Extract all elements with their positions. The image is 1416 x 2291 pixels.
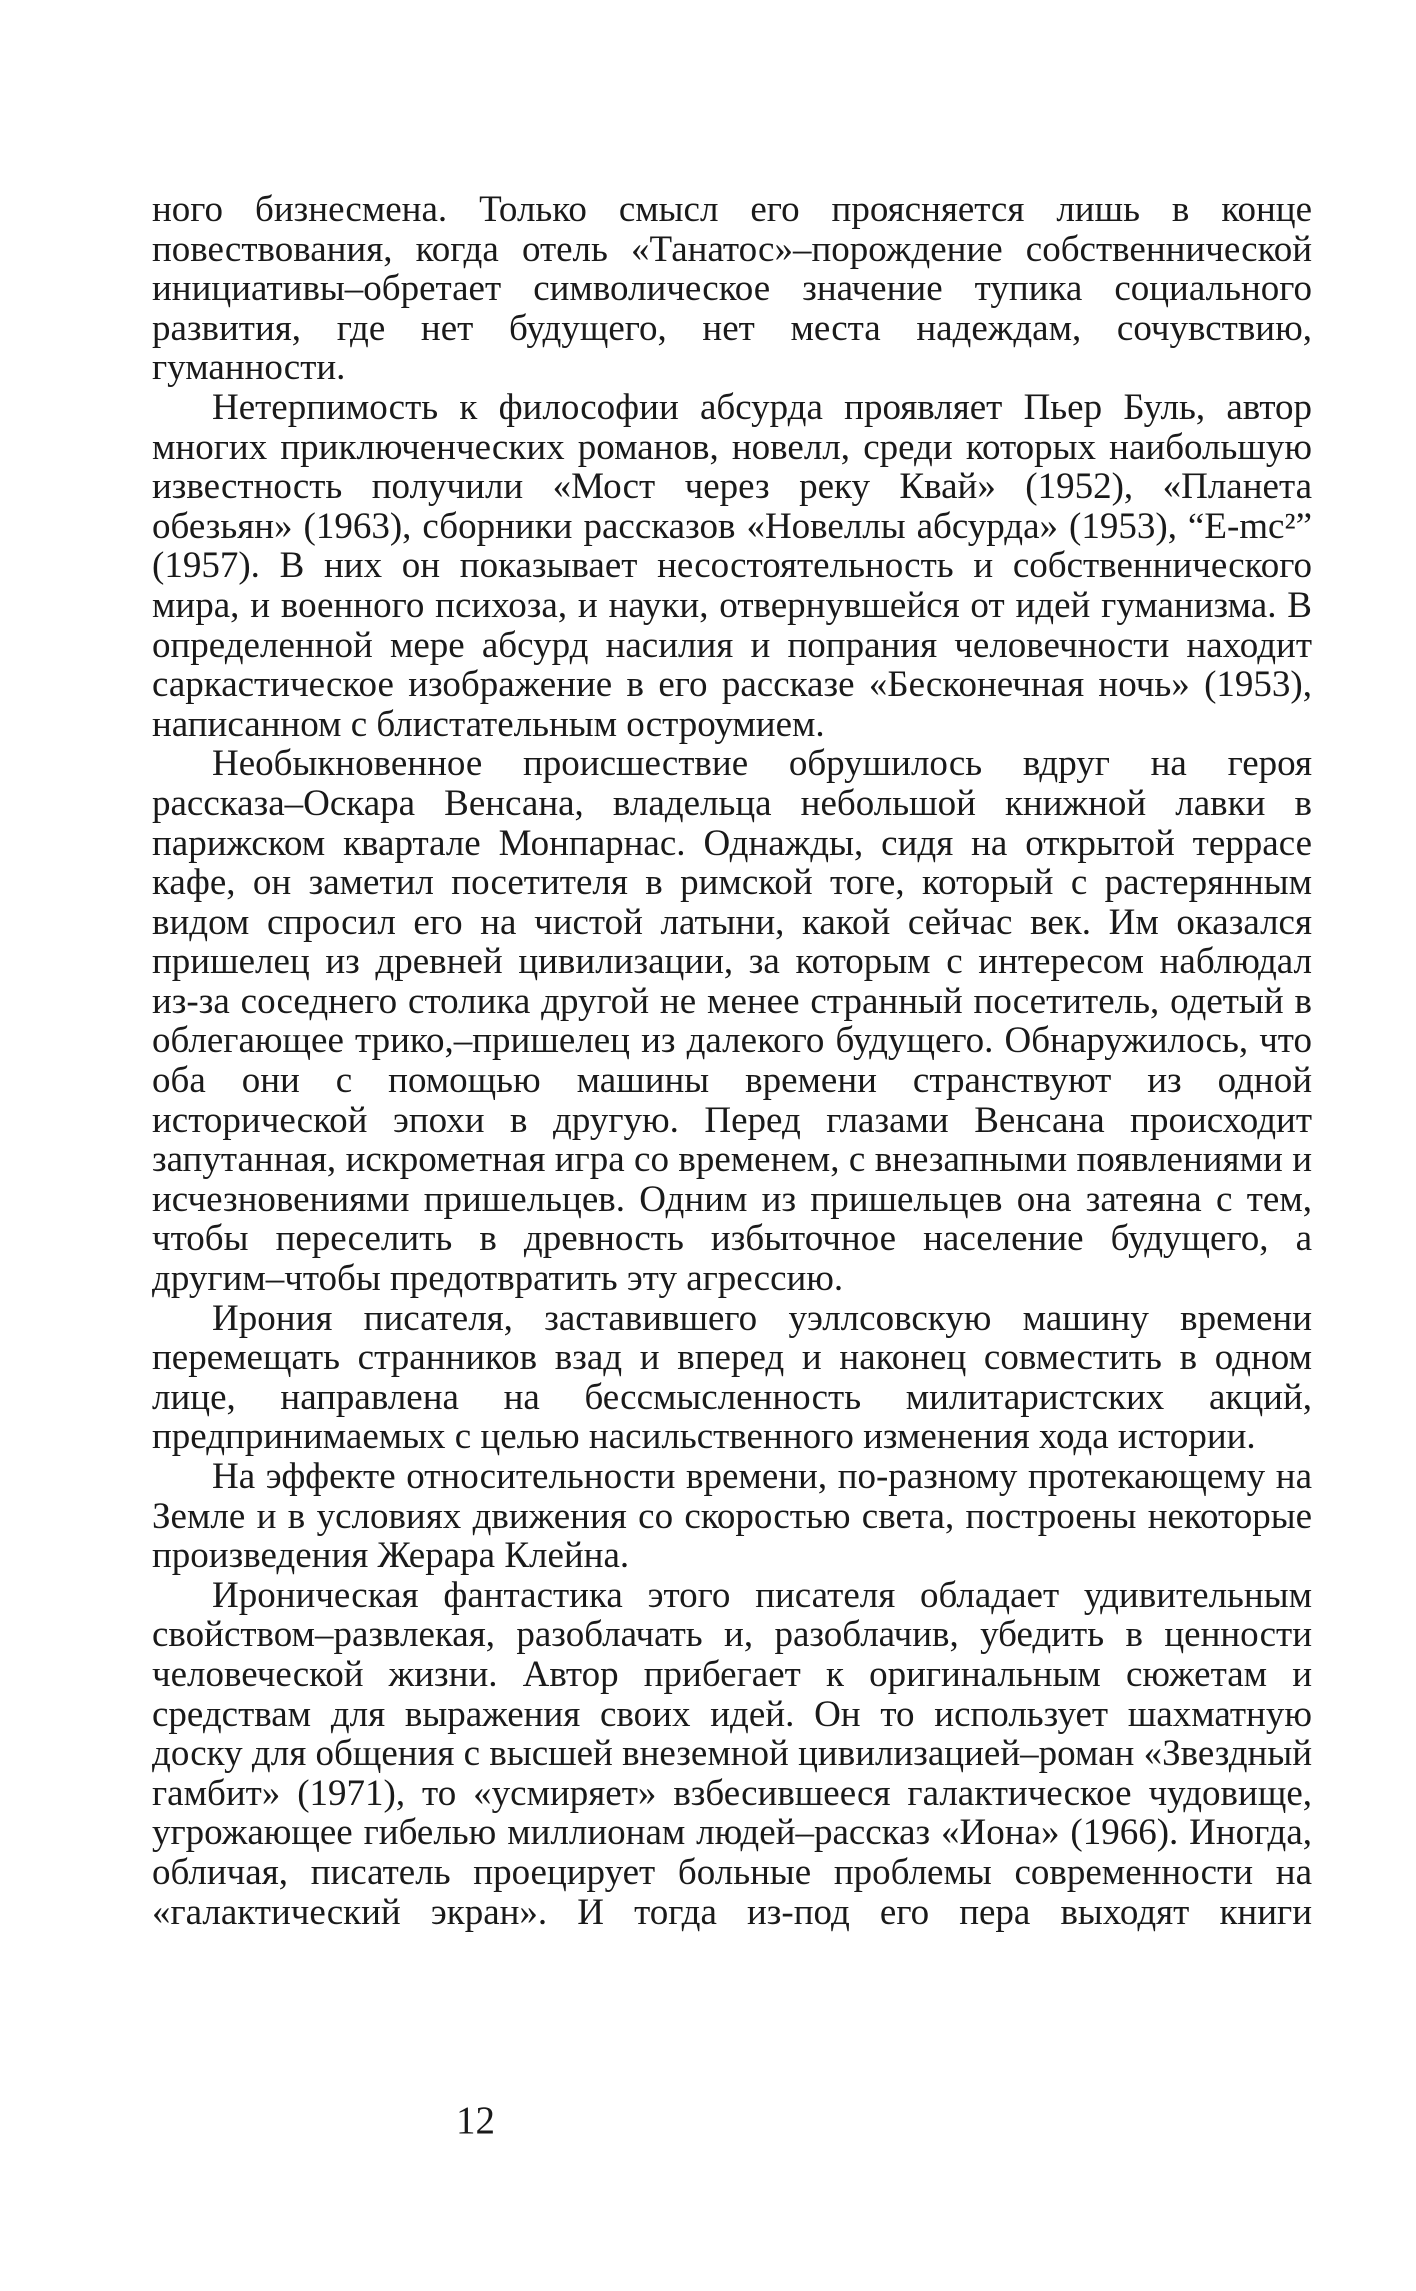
page-number: 12 <box>456 2099 495 2142</box>
paragraph-continuation: ного бизнесмена. Только смысл его проясняется лишь в конце повествования, когда отель «Танатос»–порождение собственнической инициативы–обретает символическое значение тупика социального развития, где нет будущего, нет места надеждам, сочувствию, гуманности. <box>152 189 1312 389</box>
paragraph-gerard-klein: Ироническая фантастика этого писателя обладает удивительным свойством–развлекая, разоблачать и, разоблачив, убедить в ценности человеческой жизни. Автор прибегает к оригинальным сюжетам и средствам для выражения своих идей. Он то использует шахматную доску для общения с высшей внеземной цивилизацией–роман «Звездный гамбит» (1971), то «усмиряет» взбесившееся галактическое чудовище, угрожающее гибелью миллионам людей–рассказ «Иона» (1966). Иногда, обличая, писатель проецирует больные проблемы современности на «галактический экран». И тогда из-под его пера выходят книги <box>152 1574 1312 1933</box>
paragraph-irony: Ирония писателя, заставившего уэллсовскую машину времени перемещать странников взад и вперед и наконец совместить в одном лице, направлена на бессмысленность милитаристских акций, предпринимаемых с целью насильственного изменения хода истории. <box>152 1297 1312 1458</box>
body-text <box>152 190 1312 1932</box>
paragraph-pierre-boulle: Нетерпимость к философии абсурда проявляет Пьер Буль, автор многих приключенческих романов, новелл, среди которых наибольшую известность получили «Мост через реку Квай» (1952), «Планета обезьян» (1963), сборники рассказов «Новеллы абсурда» (1953), “E-mc²” (1957). В них он показывает несостоятельность и собственнического мира, и военного психоза, и науки, отвернувшейся от идей гуманизма. В определенной мере абсурд насилия и попрания человечности находит саркастическое изображение в его рассказе «Бесконечная ночь» (1953), написанном с блистательным остроумием. <box>152 386 1312 745</box>
paragraph-relativity: На эффекте относительности времени, по-разному протекающему на Земле и в условиях движения со скоростью света, построены некоторые произведения Жерара Клейна. <box>152 1456 1312 1577</box>
paragraph-oscar-vincent: Необыкновенное происшествие обрушилось вдруг на героя рассказа–Оскара Венсана, владельца небольшой книжной лавки в парижском квартале Монпарнас. Однажды, сидя на открытой террасе кафе, он заметил посетителя в римской тоге, который с растерянным видом спросил его на чистой латыни, какой сейчас век. Им оказался пришелец из древней цивилизации, за которым с интересом наблюдал из-за соседнего столика другой не менее странный посетитель, одетый в облегающее трико,–пришелец из далекого будущего. Обнаружилось, что оба они с помощью машины времени странствуют из одной исторической эпохи в другую. Перед глазами Венсана происходит запутанная, искрометная игра со временем, с внезапными появлениями и исчезновениями пришельцев. Одним из пришельцев она затеяна с тем, чтобы переселить в древность избыточное население будущего, а другим–чтобы предотвратить эту агрессию. <box>152 743 1312 1300</box>
